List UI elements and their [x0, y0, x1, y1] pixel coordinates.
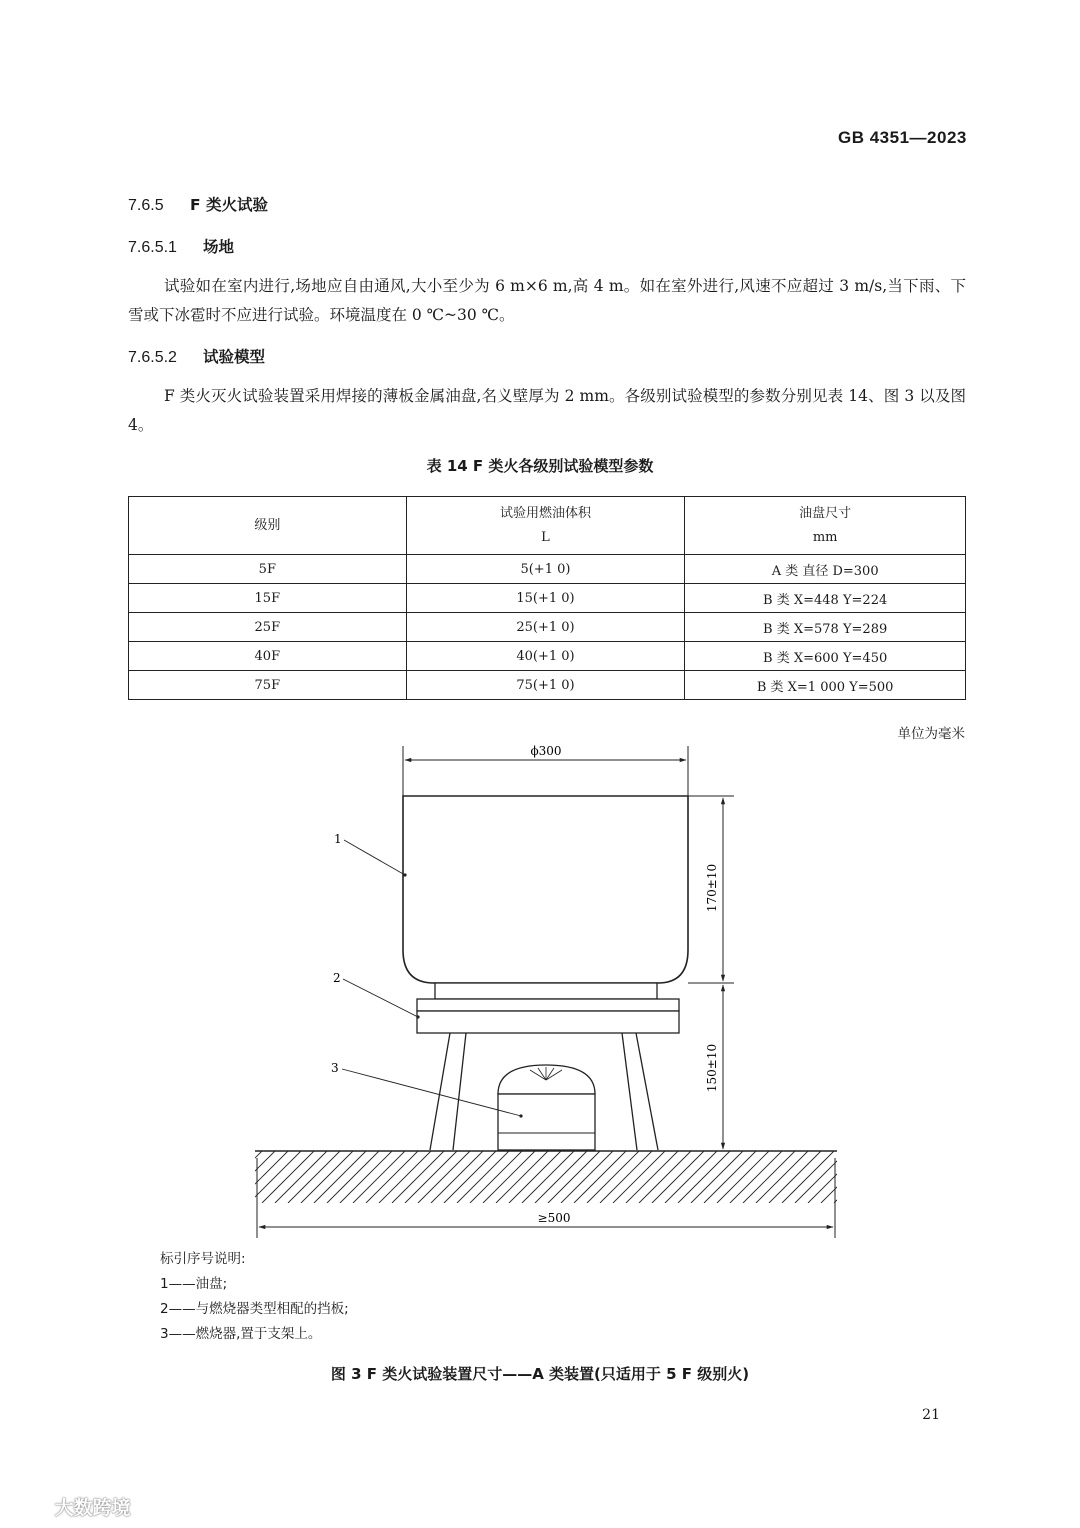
cell-volume: 75(+1 0) — [406, 671, 685, 700]
ground-hatch-line — [574, 1151, 626, 1203]
table-header-row — [129, 497, 966, 555]
ground-hatch-line — [665, 1151, 717, 1203]
dimension-tray-height — [688, 796, 734, 983]
dimension-width-label: ≥500 — [537, 1211, 571, 1225]
ground-hatch-line — [392, 1151, 444, 1203]
ground-hatch-line — [626, 1151, 678, 1203]
ground-hatch-line — [444, 1151, 496, 1203]
cell-level: 25F — [129, 613, 407, 642]
cell-tray: B 类 X=600 Y=450 — [685, 642, 966, 671]
ground-hatch-line — [431, 1151, 483, 1203]
section-7-6-5-heading — [128, 193, 268, 215]
table-caption: 表 14 F 类火各级别试验模型参数 — [426, 457, 654, 475]
ground-hatch-line — [275, 1151, 327, 1203]
ground-hatch-line — [652, 1151, 704, 1203]
section-title: 试验模型 — [203, 348, 266, 366]
ground-hatch-line — [704, 1151, 756, 1203]
watermark-logo-icon — [8, 1499, 48, 1519]
ground-hatch-line — [782, 1151, 834, 1203]
ground-hatch-line — [250, 1151, 301, 1203]
legend-title: 标引序号说明: — [160, 1251, 246, 1267]
baffle-plate — [435, 983, 657, 999]
paragraph-test-model: F 类火灭火试验装置采用焊接的薄板金属油盘,名义壁厚为 2 mm。各级别试验模型的参数分别见表 14、图 3 以及图 4。 — [128, 387, 966, 434]
ground-hatch-line — [522, 1151, 574, 1203]
dimension-stand-height-label: 150±10 — [705, 1043, 719, 1093]
ground-hatch-line — [457, 1151, 509, 1203]
ground-hatch-line — [340, 1151, 392, 1203]
ground-hatch-line — [691, 1151, 743, 1203]
ground-hatch-line — [509, 1151, 561, 1203]
ground-hatch-line — [405, 1151, 457, 1203]
header-level: 级别 — [129, 497, 407, 555]
callout-2-label: 2 — [333, 971, 341, 985]
ground-hatch-line — [600, 1151, 652, 1203]
section-number: 7.6.5.2 — [128, 349, 177, 366]
oil-tray — [403, 796, 688, 983]
ground-hatch-line — [314, 1151, 366, 1203]
ground-hatch-line — [613, 1151, 665, 1203]
cell-volume: 15(+1 0) — [406, 584, 685, 613]
ground-hatch-line — [743, 1151, 795, 1203]
ground-hatch-line — [730, 1151, 782, 1203]
ground-hatch-line — [717, 1151, 769, 1203]
ground-hatch-line — [639, 1151, 691, 1203]
ground-hatch-line — [678, 1151, 730, 1203]
watermark-text: 大数跨境 — [54, 1497, 131, 1519]
unit-note: 单位为毫米 — [897, 726, 965, 742]
cell-volume: 5(+1 0) — [406, 555, 685, 584]
header-volume-unit: L — [541, 529, 550, 545]
test-apparatus-figure — [250, 738, 850, 1248]
cell-volume: 25(+1 0) — [406, 613, 685, 642]
ground-hatch-line — [379, 1151, 431, 1203]
cell-volume: 40(+1 0) — [406, 642, 685, 671]
page-number: 21 — [922, 1407, 940, 1423]
ground-hatch-line — [795, 1151, 847, 1203]
legend-item: 2——与燃烧器类型相配的挡板; — [160, 1301, 349, 1317]
cell-tray: B 类 X=448 Y=224 — [685, 584, 966, 613]
paragraph-site: 试验如在室内进行,场地应自由通风,大小至少为 6 m×6 m,高 4 m。如在室外进行,风速不应超过 3 m/s,当下雨、下雪或下冰雹时不应进行试验。环境温度在 0 ℃~30 ℃。 — [128, 277, 966, 324]
cell-level: 75F — [129, 671, 407, 700]
section-7-6-5-2-heading — [128, 345, 265, 367]
ground-hatch-line — [561, 1151, 613, 1203]
dimension-diameter — [403, 744, 688, 796]
ground-hatch-line — [418, 1151, 470, 1203]
figure-legend — [160, 1247, 349, 1347]
table-row — [129, 613, 966, 642]
ground-hatch-line — [301, 1151, 353, 1203]
table-row — [129, 671, 966, 700]
callout-3-label: 3 — [331, 1061, 339, 1075]
figure-caption: 图 3 F 类火试验装置尺寸——A 类装置(只适用于 5 F 级别火) — [330, 1365, 750, 1383]
standard-code: GB 4351—2023 — [838, 128, 967, 147]
header-volume — [406, 497, 685, 555]
parameters-table — [128, 496, 966, 700]
header-tray-label: 油盘尺寸 — [799, 505, 852, 521]
dimension-stand-height — [705, 985, 723, 1149]
ground-hatch-line — [470, 1151, 522, 1203]
watermark — [8, 1493, 131, 1520]
dimension-tray-height-label: 170±10 — [705, 863, 719, 913]
ground-hatch-line — [548, 1151, 600, 1203]
ground-hatch-line — [327, 1151, 379, 1203]
ground-hatch-line — [756, 1151, 808, 1203]
ground-hatch-line — [288, 1151, 340, 1203]
stand-platform — [417, 1011, 679, 1033]
ground-hatch-line — [353, 1151, 405, 1203]
section-number: 7.6.5 — [128, 197, 164, 214]
ground-hatch-line — [496, 1151, 548, 1203]
callout-1-label: 1 — [334, 832, 342, 846]
ground-hatch-line — [262, 1151, 314, 1203]
table-row — [129, 555, 966, 584]
ground-hatch-line — [587, 1151, 639, 1203]
cell-level: 15F — [129, 584, 407, 613]
ground-hatch-line — [250, 1151, 262, 1203]
cell-tray: B 类 X=578 Y=289 — [685, 613, 966, 642]
table-row — [129, 584, 966, 613]
cell-level: 5F — [129, 555, 407, 584]
section-title: F 类火试验 — [190, 196, 268, 214]
section-number: 7.6.5.1 — [128, 239, 177, 256]
cell-tray: A 类 直径 D=300 — [685, 555, 966, 584]
dimension-diameter-label: ϕ300 — [530, 744, 562, 758]
header-tray-unit: mm — [812, 529, 838, 545]
ground-hatch-line — [535, 1151, 587, 1203]
stand-top-plate — [417, 999, 679, 1011]
table-row — [129, 642, 966, 671]
cell-level: 40F — [129, 642, 407, 671]
ground-hatch-line — [483, 1151, 535, 1203]
ground — [250, 1151, 850, 1203]
ground-hatch-line — [769, 1151, 821, 1203]
header-tray — [685, 497, 966, 555]
section-7-6-5-1-heading — [128, 235, 234, 257]
ground-hatch-line — [847, 1151, 850, 1203]
ground-hatch-line — [366, 1151, 418, 1203]
section-title: 场地 — [203, 238, 235, 256]
header-volume-label: 试验用燃油体积 — [499, 505, 591, 521]
cell-tray: B 类 X=1 000 Y=500 — [685, 671, 966, 700]
legend-item: 3——燃烧器,置于支架上。 — [160, 1326, 322, 1342]
legend-item: 1——油盘; — [160, 1276, 228, 1292]
ground-hatch-line — [834, 1151, 850, 1203]
burner — [498, 1065, 595, 1150]
